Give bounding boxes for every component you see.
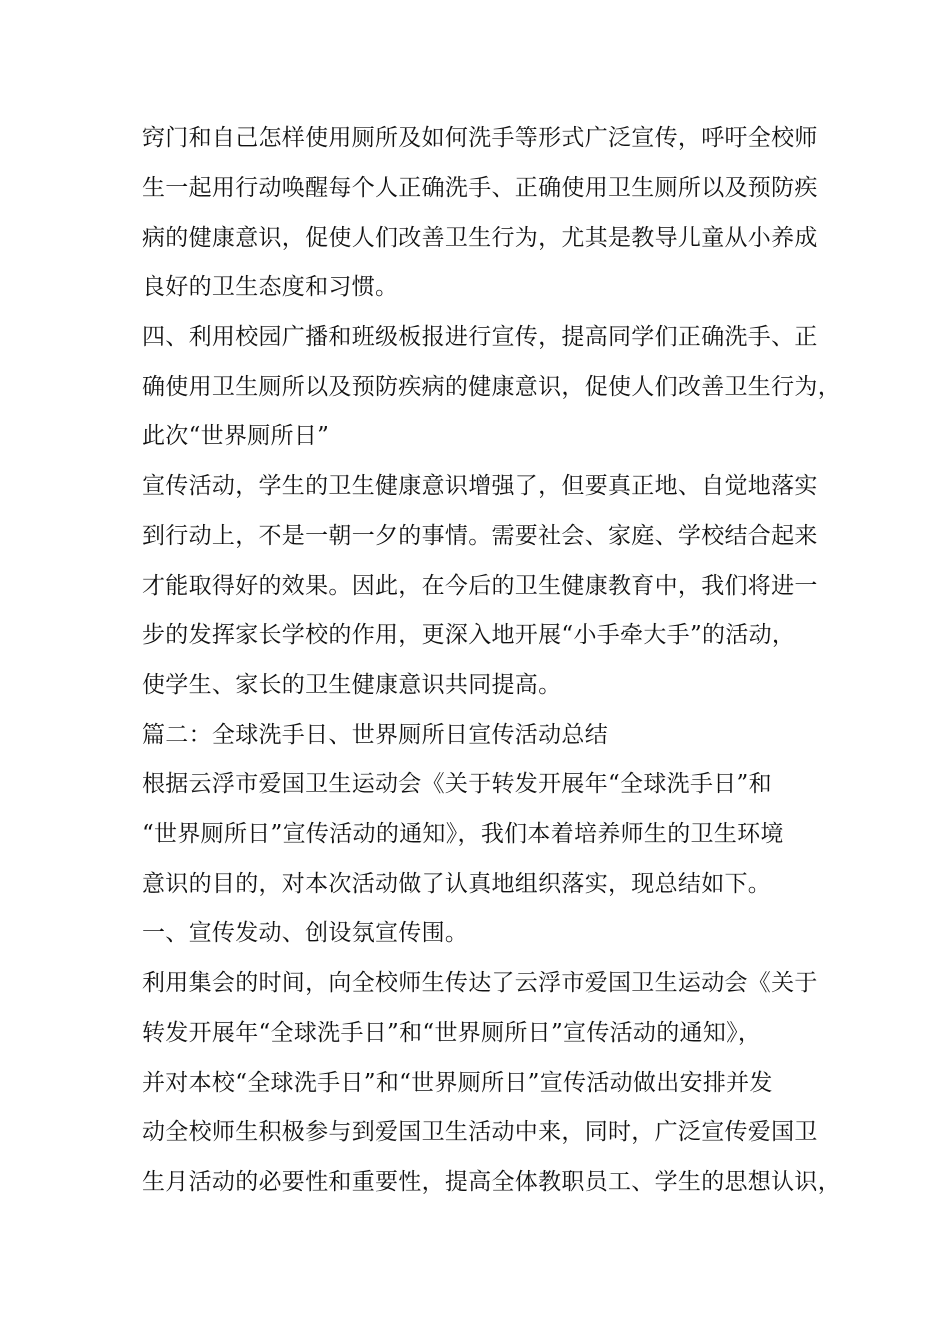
text-line: 良好的卫生态度和习惯。 [142,274,399,300]
text-line: 利用集会的时间，向全校师生传达了云浮市爱国卫生运动会《关于 [142,970,818,996]
text-line: 步的发挥家长学校的作用，更深入地开展“小手牵大手”的活动， [142,622,796,648]
article-title-line: 篇二：全球洗手日、世界厕所日宣传活动总结 [142,722,608,748]
text-line: 才能取得好的效果。因此，在今后的卫生健康教育中，我们将进一 [142,573,818,599]
text-line: 动全校师生积极参与到爱国卫生活动中来，同时，广泛宣传爱国卫 [142,1119,818,1145]
text-line: 窍门和自己怎样使用厕所及如何洗手等形式广泛宣传，呼吁全校师 [142,125,818,151]
text-line: 转发开展年“全球洗手日”和“世界厕所日”宣传活动的通知》， [142,1020,762,1046]
section-heading-line: 四、利用校园广播和班级板报进行宣传，提高同学们正确洗手、正 [142,324,818,350]
section-heading-line: 一、宣传发动、创设氛宣传围。 [142,920,469,946]
text-line: “世界厕所日”宣传活动的通知》，我们本着培养师生的卫生环境 [142,821,784,847]
text-line: 到行动上，不是一朝一夕的事情。需要社会、家庭、学校结合起来 [142,523,818,549]
text-line: 确使用卫生厕所以及预防疾病的健康意识，促使人们改善卫生行为， [142,374,841,400]
text-line: 意识的目的，对本次活动做了认真地组织落实，现总结如下。 [142,871,772,897]
text-line: 根据云浮市爱国卫生运动会《关于转发开展年“全球洗手日”和 [142,771,772,797]
text-line: 生月活动的必要性和重要性，提高全体教职员工、学生的思想认识， [142,1169,841,1195]
text-line: 生一起用行动唤醒每个人正确洗手、正确使用卫生厕所以及预防疾 [142,175,818,201]
text-line: 使学生、家长的卫生健康意识共同提高。 [142,672,562,698]
text-line: 病的健康意识，促使人们改善卫生行为，尤其是教导儿童从小养成 [142,225,818,251]
text-line: 宣传活动，学生的卫生健康意识增强了，但要真正地、自觉地落实 [142,473,818,499]
text-line: 此次“世界厕所日” [142,423,330,449]
text-line: 并对本校“全球洗手日”和“世界厕所日”宣传活动做出安排并发 [142,1070,773,1096]
